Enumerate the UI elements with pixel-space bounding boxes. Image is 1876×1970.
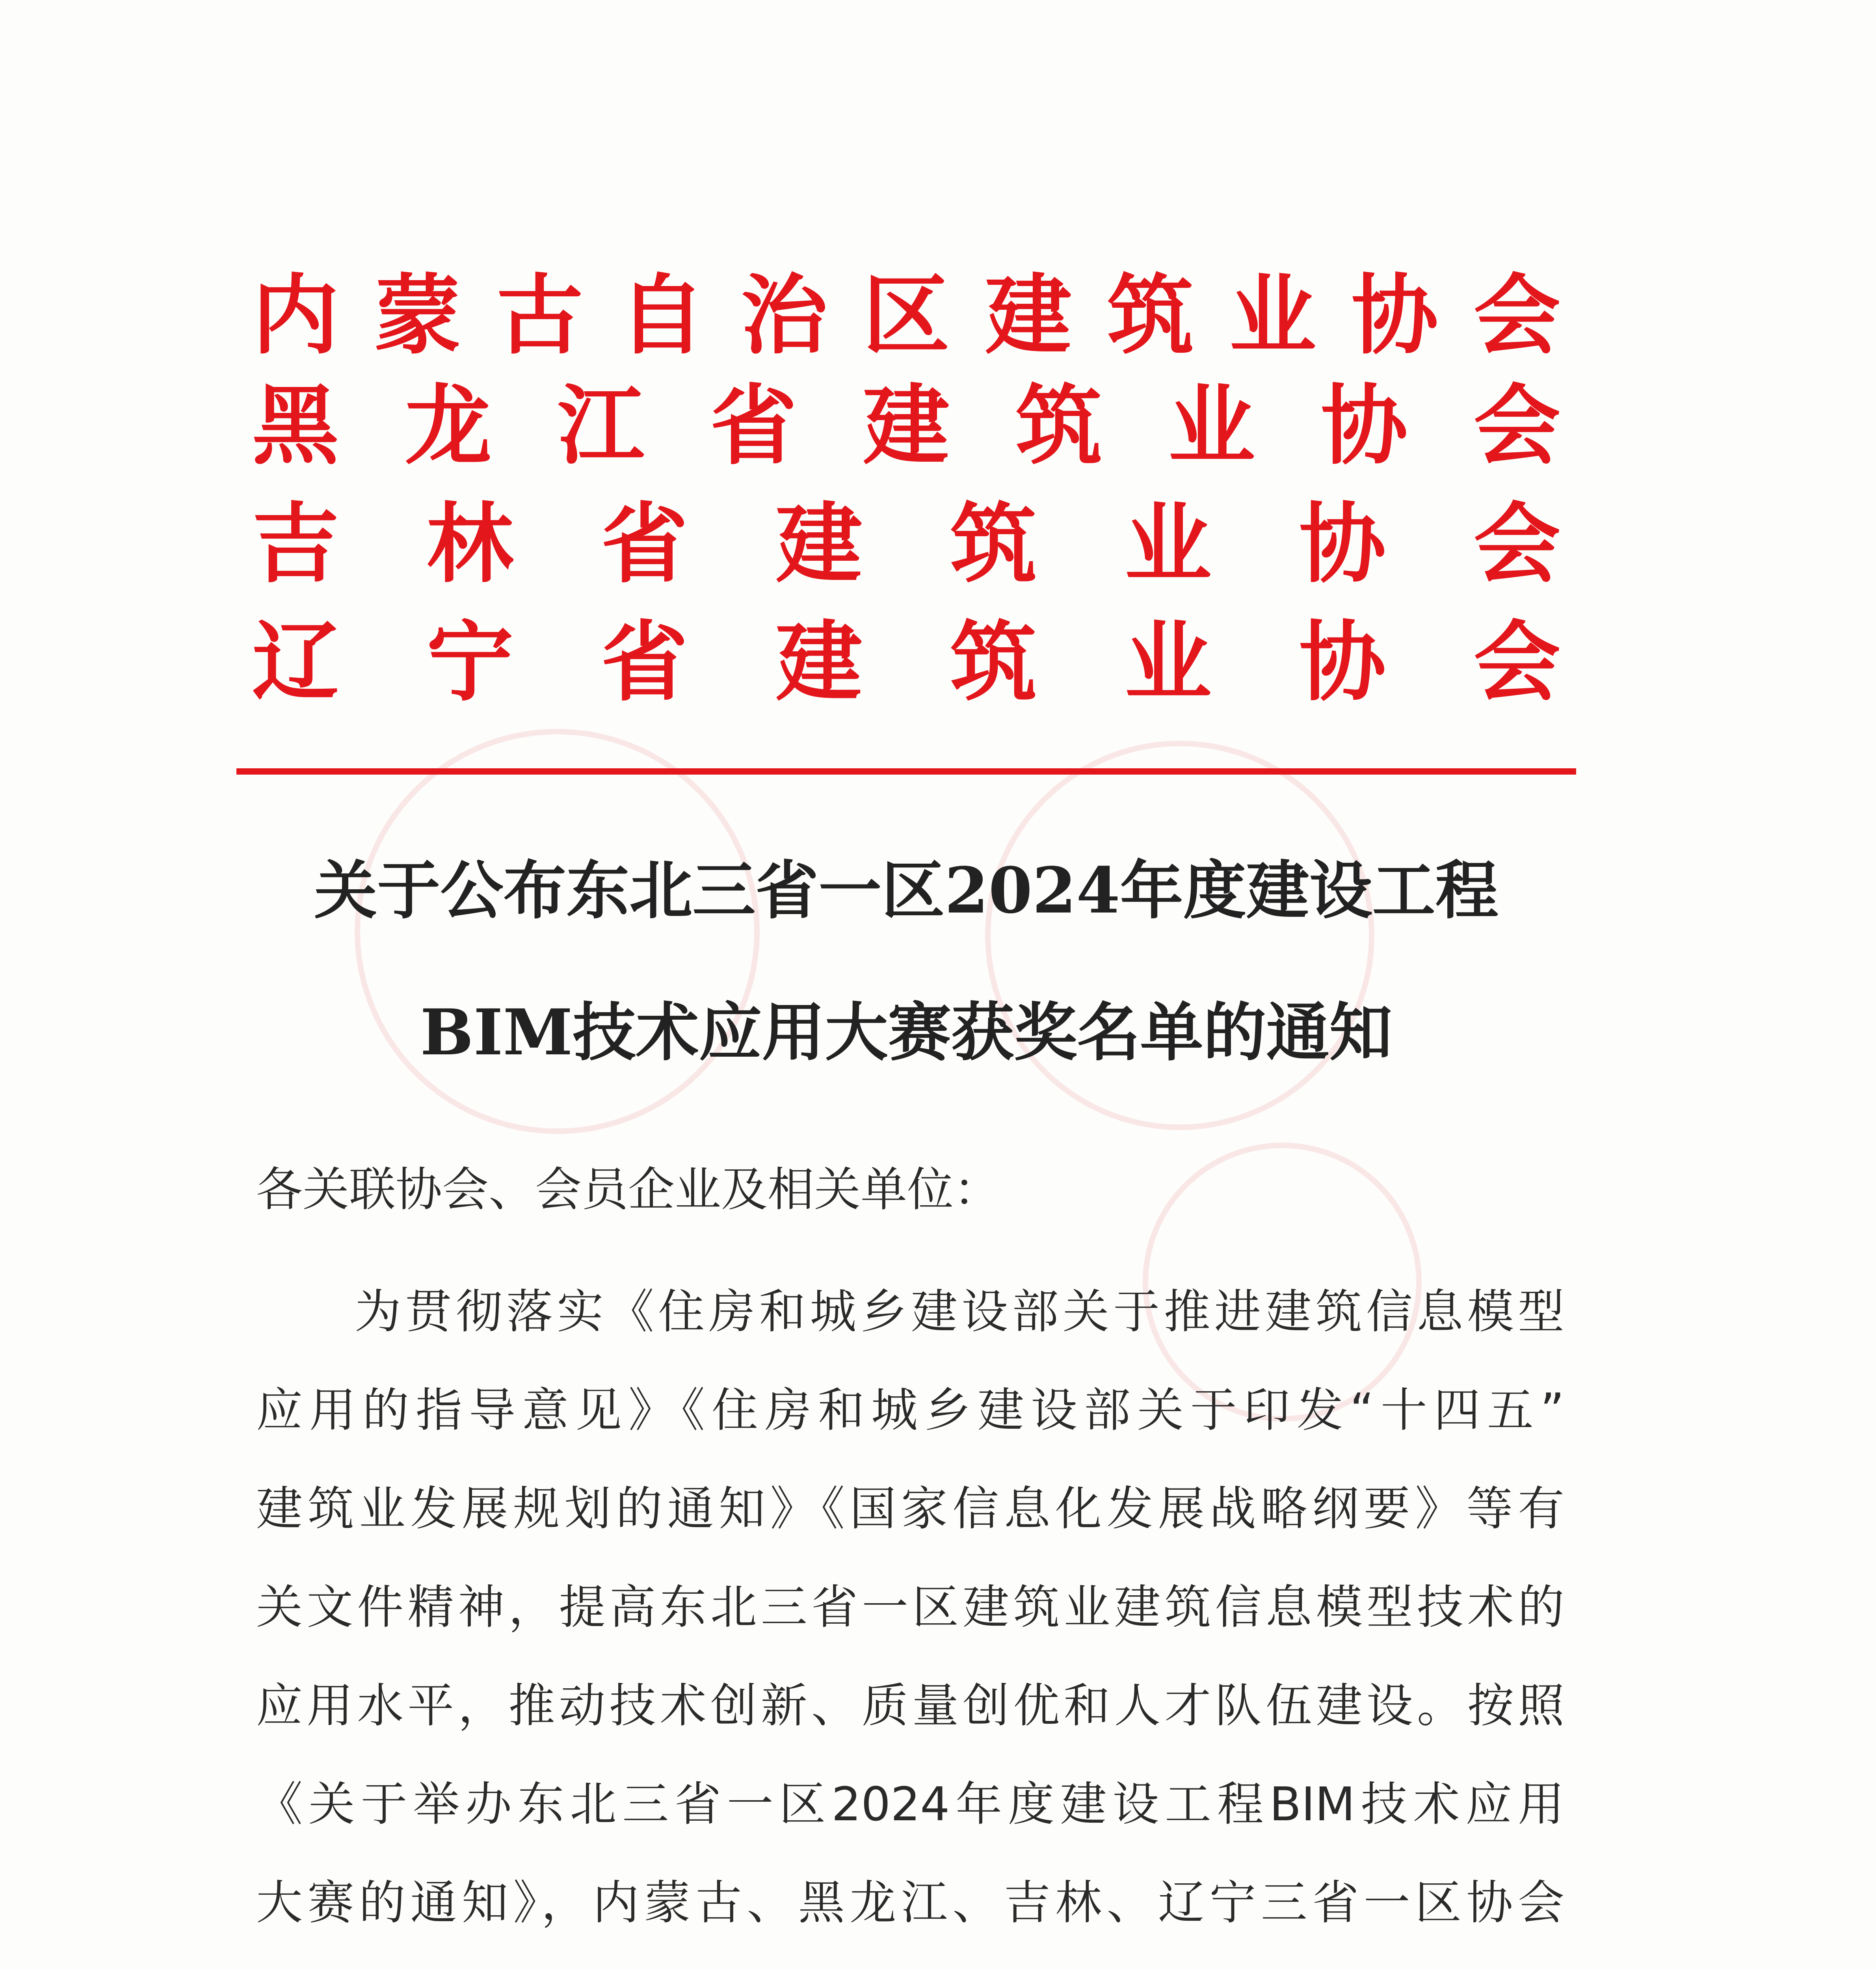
salutation: 各关联协会、会员企业及相关单位： <box>256 1162 1000 1217</box>
body-line: 为贯彻落实《住房和城乡建设部关于推进建筑信息模型 <box>355 1284 1564 1339</box>
body-line: 建筑业发展规划的通知》《国家信息化发展战略纲要》等有 <box>256 1481 1564 1536</box>
document-title-line-2: BIM技术应用大赛获奖名单的通知 <box>420 995 1393 1069</box>
body-line: 关文件精神，提高东北三省一区建筑业建筑信息模型技术的 <box>256 1580 1564 1634</box>
body-line: 应用的指导意见》《住房和城乡建设部关于印发“十四五” <box>256 1383 1564 1437</box>
red-divider-rule <box>236 768 1576 775</box>
stamp-mark <box>985 741 1374 1130</box>
body-line: 大赛的通知》，内蒙古、黑龙江、吉林、辽宁三省一区协会 <box>256 1875 1564 1930</box>
body-line: 《关于举办东北三省一区2024年度建设工程BIM技术应用 <box>256 1777 1564 1831</box>
masthead-line-3: 吉 林 省 建 筑 业 协 会 <box>252 492 1560 595</box>
document-title-line-1: 关于公布东北三省一区2024年度建设工程 <box>314 853 1499 927</box>
body-line: 应用水平，推动技术创新、质量创优和人才队伍建设。按照 <box>256 1678 1564 1733</box>
stamp-mark <box>355 729 760 1134</box>
masthead-line-2: 黑 龙 江 省 建 筑 业 协 会 <box>252 374 1560 476</box>
masthead-line-4: 辽 宁 省 建 筑 业 协 会 <box>252 611 1560 713</box>
masthead-line-1: 内 蒙 古 自 治 区 建 筑 业 协 会 <box>252 264 1560 366</box>
